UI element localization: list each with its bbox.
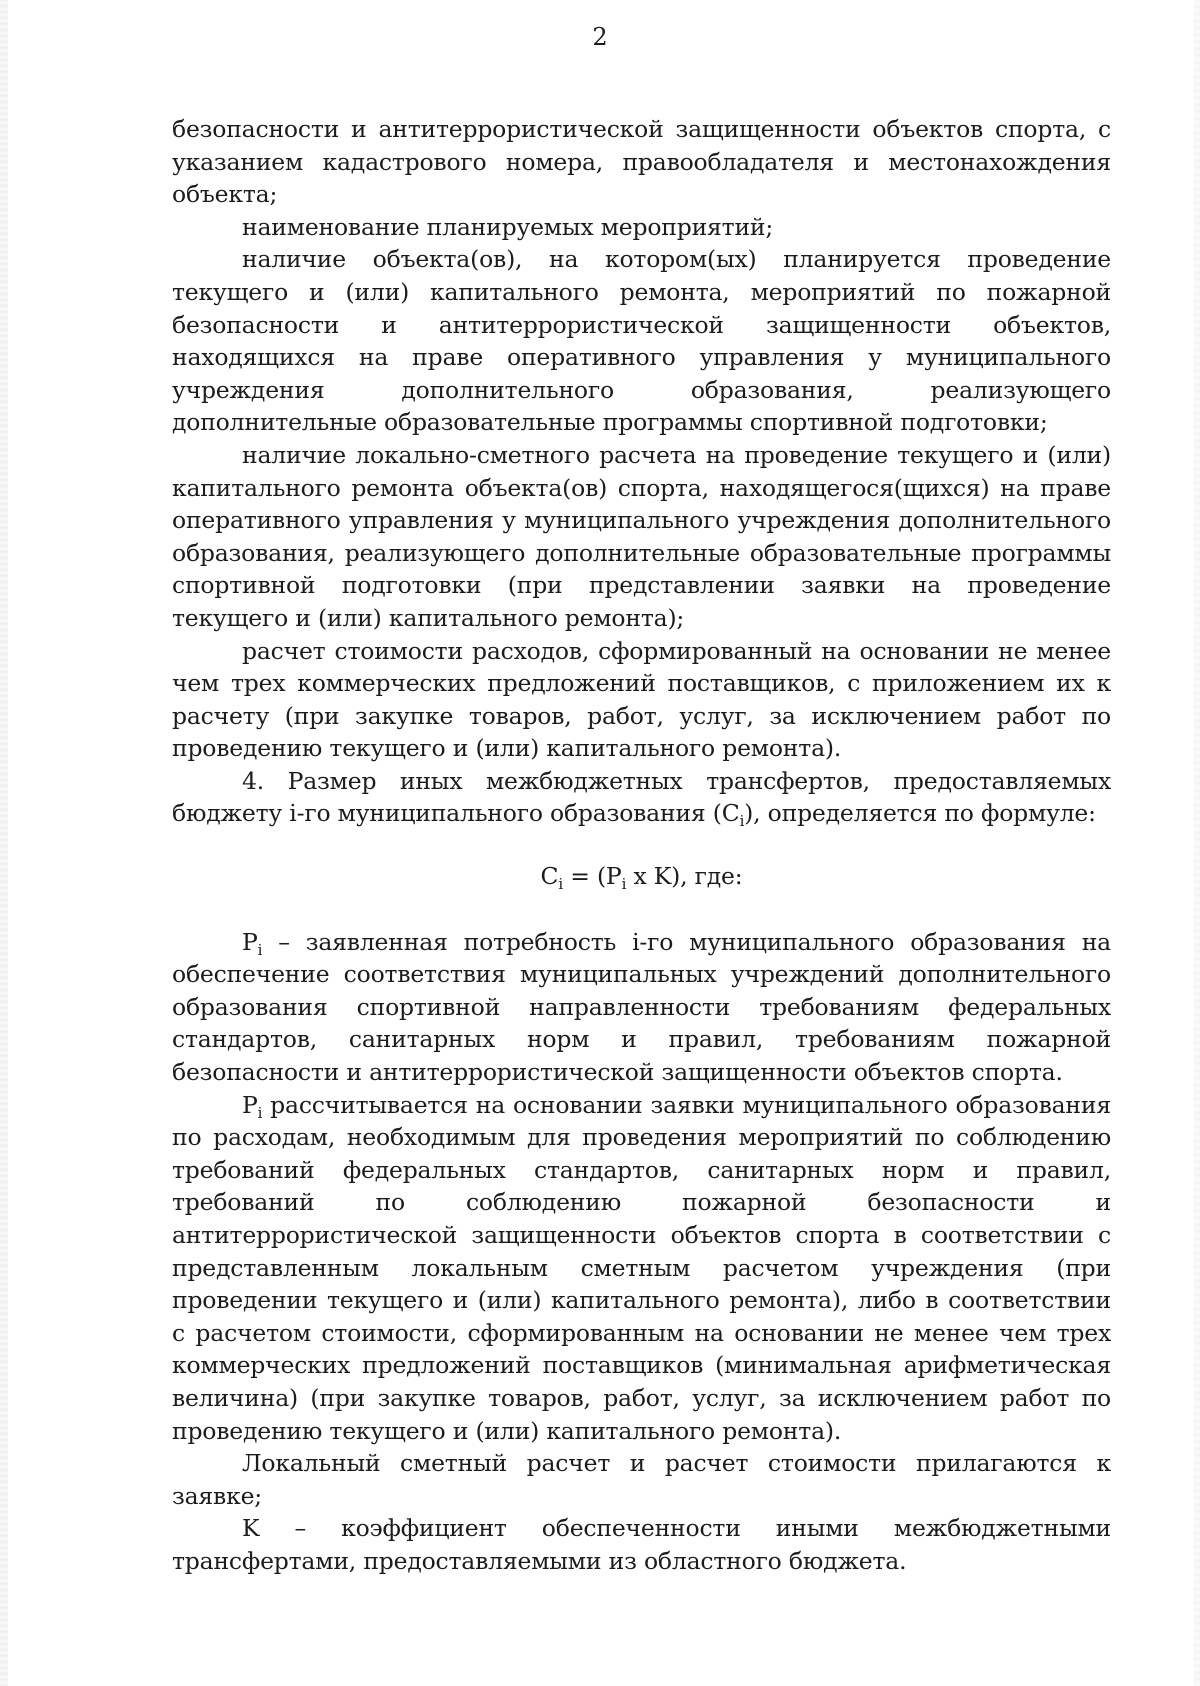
p-calc-text: рассчитывается на основании заявки муниципального образования по расходам, необходимым для проведения мероприятий по соблюдению требований федеральных стандартов, санитарных норм и правил, требований по соблюдению пожарной безопасности и антитеррористической защищенности объектов спорта в соответствии с представленным локальным сметным расчетом учреждения (при проведении текущего и (или) капитального ремонта), либо в соответствии с расчетом стоимости, сформированным на основании не менее чем трех коммерческих предложений поставщиков (минимальная арифметическая величина) (при закупке товаров, работ, услуг, за исключением работ по проведению текущего и (или) капитального ремонта).	[172, 1090, 1111, 1445]
paragraph-cost-calculation: расчет стоимости расходов, сформированный на основании не менее чем трех коммерческих предложений поставщиков, с приложением их к расчету (при закупке товаров, работ, услуг, за исключением работ по проведению текущего и (или) капитального ремонта).	[172, 636, 1111, 763]
scan-edge-left	[0, 0, 8, 1686]
formula-sub2: i	[621, 875, 627, 894]
paragraph-k-definition: K – коэффициент обеспеченности иными межбюджетными трансфертами, предоставляемыми из областного бюджета.	[172, 1514, 1111, 1575]
body-text	[172, 113, 1111, 1578]
transfer-size-subscript: i	[739, 812, 745, 831]
paragraph-attachment-note: Локальный сметный расчет и расчет стоимости прилагаются к заявке;	[172, 1449, 1111, 1510]
formula-middle: = (P	[562, 862, 622, 891]
paragraph-local-estimate: наличие локально-сметного расчета на проведение текущего и (или) капитального ремонта объекта(ов) спорта, находящегося(щихся) на праве оперативного управления у муниципального учреждения дополнительного образования, реализующего дополнительные образовательные программы спортивной подготовки (при представлении заявки на проведение текущего и (или) капитального ремонта);	[172, 440, 1111, 632]
p-calc-sub: i	[257, 1103, 263, 1122]
p-definition-text: – заявленная потребность i-го муниципального образования на обеспечение соответствия муниципальных учреждений дополнительного образования спортивной направленности требованиям федеральных стандартов, санитарных норм и правил, требованиям пожарной безопасности и антитеррористической защищенности объектов спорта.	[172, 927, 1111, 1087]
formula	[172, 860, 1111, 893]
paragraph-p-definition	[172, 926, 1111, 1089]
paragraph-p-calculation	[172, 1089, 1111, 1448]
p-definition-sub: i	[257, 940, 263, 959]
paragraph-transfer-size	[172, 765, 1111, 830]
transfer-size-tail: ), определяется по формуле:	[744, 799, 1096, 828]
transfer-size-text: 4. Размер иных межбюджетных трансфертов, предоставляемых бюджету i-го муниципального образования (C	[172, 766, 1111, 828]
page-number: 2	[592, 23, 608, 51]
formula-c: C	[540, 862, 559, 891]
formula-tail: x K), где:	[626, 862, 743, 891]
formula-sub1: i	[558, 875, 563, 894]
scan-edge-right	[1194, 0, 1200, 1686]
p-calc-symbol: P	[242, 1090, 258, 1119]
p-definition-symbol: P	[242, 927, 258, 956]
paragraph-planned-measures: наименование планируемых мероприятий;	[242, 212, 774, 241]
paragraph-continuation: безопасности и антитеррористической защищенности объектов спорта, с указанием кадастрового номера, правообладателя и местонахождения объекта;	[172, 115, 1111, 209]
paragraph-object-presence: наличие объекта(ов), на котором(ых) планируется проведение текущего и (или) капитального ремонта, мероприятий по пожарной безопасности и антитеррористической защищенности объектов, находящихся на праве оперативного управления у муниципального учреждения дополнительного образования, реализующего дополнительные образовательные программы спортивной подготовки;	[172, 245, 1111, 437]
